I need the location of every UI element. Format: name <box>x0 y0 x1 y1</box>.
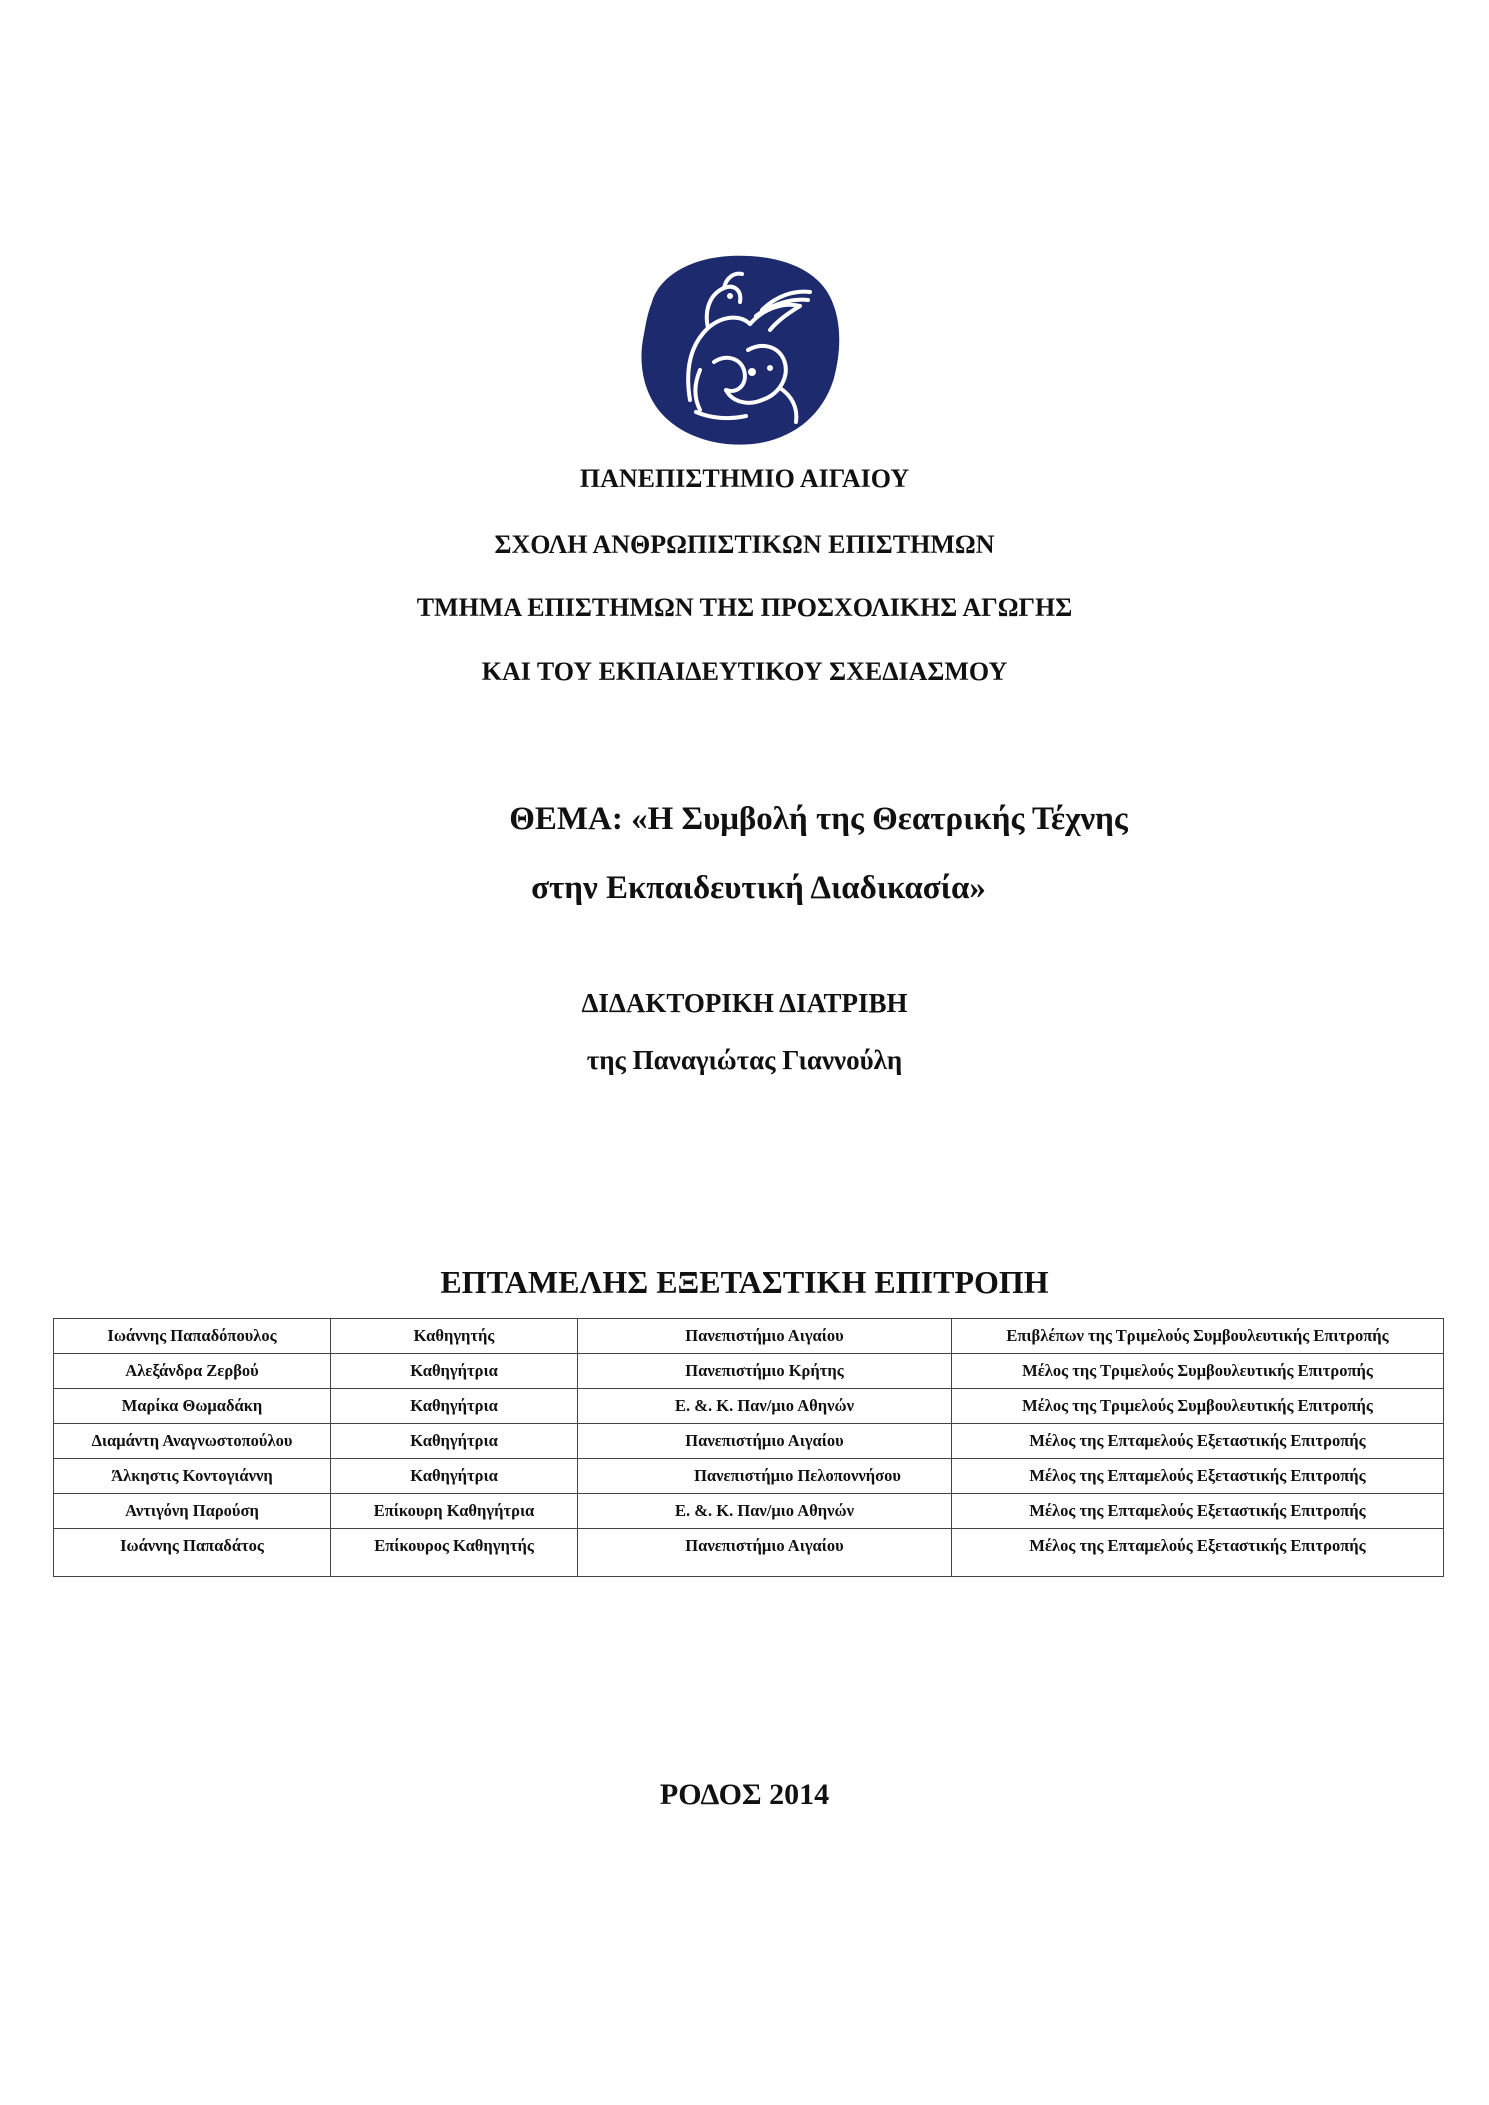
member-name: Ιωάννης Παπαδάτος <box>54 1529 331 1577</box>
member-institution: Ε. &. Κ. Παν/μιο Αθηνών <box>578 1494 952 1529</box>
member-role: Επιβλέπων της Τριμελούς Συμβουλευτικής Επιτροπής <box>952 1319 1444 1354</box>
thesis-type: ΔΙΔΑΚΤΟΡΙΚΗ ΔΙΑΤΡΙΒΗ <box>581 988 908 1018</box>
table-row <box>54 1529 1444 1577</box>
member-rank: Επίκουρος Καθηγητής <box>331 1529 578 1577</box>
member-institution: Πανεπιστήμιο Αιγαίου <box>578 1529 952 1577</box>
department-name-line2: ΚΑΙ ΤΟΥ ΕΚΠΑΙΔΕΥΤΙΚΟΥ ΣΧΕΔΙΑΣΜΟΥ <box>481 657 1008 686</box>
member-name: Αντιγόνη Παρούση <box>54 1494 331 1529</box>
topic-title-line2: στην Εκπαιδευτική Διαδικασία» <box>531 870 986 906</box>
school-name: ΣΧΟΛΗ ΑΝΘΡΩΠΙΣΤΙΚΩΝ ΕΠΙΣΤΗΜΩΝ <box>494 530 995 559</box>
committee-table <box>53 1318 1444 1577</box>
thesis-author: της Παναγιώτας Γιαννούλη <box>586 1045 903 1075</box>
university-name: ΠΑΝΕΠΙΣΤΗΜΙΟ ΑΙΓΑΙΟΥ <box>579 464 910 493</box>
member-rank: Καθηγήτρια <box>331 1424 578 1459</box>
member-name: Αλεξάνδρα Ζερβού <box>54 1354 331 1389</box>
department-name-line1: ΤΜΗΜΑ ΕΠΙΣΤΗΜΩΝ ΤΗΣ ΠΡΟΣΧΟΛΙΚΗΣ ΑΓΩΓΗΣ <box>416 593 1073 622</box>
member-role: Μέλος της Επταμελούς Εξεταστικής Επιτροπής <box>952 1459 1444 1494</box>
university-seal-icon <box>630 250 845 450</box>
member-role: Μέλος της Επταμελούς Εξεταστικής Επιτροπής <box>952 1494 1444 1529</box>
member-institution: Ε. &. Κ. Παν/μιο Αθηνών <box>578 1389 952 1424</box>
member-institution: Πανεπιστήμιο Πελοποννήσου <box>578 1459 952 1494</box>
member-rank: Καθηγήτρια <box>331 1354 578 1389</box>
member-institution: Πανεπιστήμιο Αιγαίου <box>578 1424 952 1459</box>
member-name: Άλκηστις Κοντογιάννη <box>54 1459 331 1494</box>
member-institution: Πανεπιστήμιο Αιγαίου <box>578 1319 952 1354</box>
member-role: Μέλος της Επταμελούς Εξεταστικής Επιτροπής <box>952 1529 1444 1577</box>
table-row <box>54 1459 1444 1494</box>
table-row <box>54 1319 1444 1354</box>
table-row <box>54 1424 1444 1459</box>
member-rank: Καθηγήτρια <box>331 1459 578 1494</box>
table-row <box>54 1389 1444 1424</box>
table-row <box>54 1494 1444 1529</box>
member-name: Διαμάντη Αναγνωστοπούλου <box>54 1424 331 1459</box>
topic-title-line1: ΘΕΜΑ: «Η Συμβολή της Θεατρικής Τέχνης <box>509 801 1128 837</box>
member-role: Μέλος της Τριμελούς Συμβουλευτικής Επιτροπής <box>952 1389 1444 1424</box>
member-name: Ιωάννης Παπαδόπουλος <box>54 1319 331 1354</box>
member-role: Μέλος της Επταμελούς Εξεταστικής Επιτροπής <box>952 1424 1444 1459</box>
member-rank: Καθηγητής <box>331 1319 578 1354</box>
member-rank: Καθηγήτρια <box>331 1389 578 1424</box>
table-row <box>54 1354 1444 1389</box>
member-role: Μέλος της Τριμελούς Συμβουλευτικής Επιτροπής <box>952 1354 1444 1389</box>
member-institution: Πανεπιστήμιο Κρήτης <box>578 1354 952 1389</box>
member-name: Μαρίκα Θωμαδάκη <box>54 1389 331 1424</box>
place-and-year: ΡΟΔΟΣ 2014 <box>659 1778 830 1811</box>
member-rank: Επίκουρη Καθηγήτρια <box>331 1494 578 1529</box>
committee-title: ΕΠΤΑΜΕΛΗΣ ΕΞΕΤΑΣΤΙΚΗ ΕΠΙΤΡΟΠΗ <box>440 1264 1049 1300</box>
